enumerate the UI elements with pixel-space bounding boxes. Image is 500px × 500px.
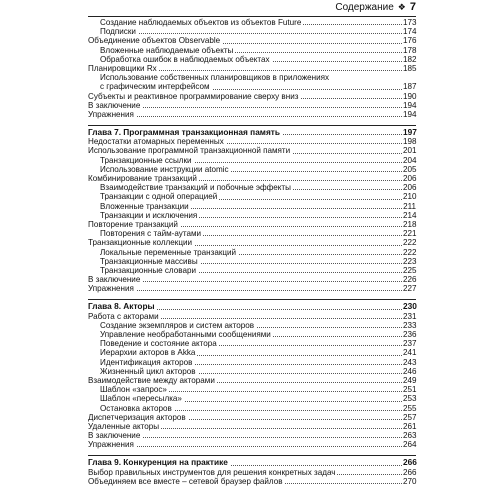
toc-entry-title: Жизненный цикл акторов — [88, 367, 198, 376]
toc-entry-title: Поведение и состояние актора — [88, 339, 219, 348]
toc-entry-title: Вложенные транзакции — [88, 202, 191, 211]
toc-entry-title: В заключение — [88, 100, 141, 110]
toc-entry-row[interactable] — [88, 266, 416, 275]
toc-entry-title: Работа с акторами — [88, 311, 159, 321]
page-header — [88, 0, 416, 17]
toc-entry-title: с графическим интерфейсом — [88, 82, 212, 91]
toc-page-number: 206 — [403, 174, 417, 183]
toc-page-number: 227 — [403, 284, 417, 294]
toc-page-number: 205 — [403, 164, 417, 174]
toc-entry-title: Глава 9. Конкуренция на практике — [88, 457, 228, 468]
toc-entry-row[interactable] — [88, 330, 416, 339]
toc-page-number: 221 — [403, 229, 417, 239]
toc-entry-title: Вложенные наблюдаемые объекты — [88, 46, 235, 55]
toc-entry-row[interactable] — [88, 422, 416, 431]
toc-entry-title: Транзакции и исключения — [88, 211, 199, 220]
toc-page-number: 222 — [403, 247, 417, 257]
toc-entry-title: Взаимодействие между акторами — [88, 375, 215, 385]
toc-entry-title: Глава 8. Акторы — [88, 301, 155, 312]
toc-entry-row[interactable] — [88, 257, 416, 266]
toc-entry-title: Транзакционные массивы — [88, 257, 200, 266]
toc-entry-title: Повторения с тайм-аутами — [88, 229, 203, 238]
toc-entry-title: Создание экземпляров и систем акторов — [88, 321, 256, 330]
toc-entry-title: Субъекты и реактивное программирование сверху вниз — [88, 91, 299, 101]
toc-entry-row[interactable] — [88, 284, 416, 293]
toc-entry-row[interactable] — [88, 431, 416, 440]
toc-entry-title: Объединение объектов Observable — [88, 36, 221, 46]
toc-page-number: 233 — [403, 320, 417, 330]
toc-page-number: 222 — [403, 238, 417, 248]
toc-entry-title: В заключение — [88, 431, 141, 441]
toc-chapter-row[interactable] — [88, 128, 416, 137]
toc-page-number: 236 — [403, 330, 417, 339]
toc-entry-row[interactable] — [88, 202, 416, 211]
toc-entry-row[interactable] — [88, 64, 416, 73]
toc-entry-title: Управление необработанными сообщениями — [88, 330, 273, 339]
toc-page-number: 223 — [403, 256, 417, 266]
toc-entry-title: Диспетчеризация акторов — [88, 412, 186, 422]
toc-entry-title: Создание наблюдаемых объектов из объектов Future — [88, 18, 303, 27]
toc-entry-row[interactable] — [88, 46, 416, 55]
toc-page-number: 201 — [403, 146, 417, 156]
toc-entry-row[interactable] — [88, 440, 416, 449]
toc-entry-title: Использование программной транзакционной памяти — [88, 146, 291, 156]
toc-entry-row[interactable] — [88, 394, 416, 403]
toc-entry-title: Транзакционные словари — [88, 266, 198, 275]
toc-entry-title: Использование инструкции atomic — [88, 165, 231, 174]
toc-entry-row[interactable] — [88, 174, 416, 183]
toc-entry-row[interactable] — [88, 73, 416, 82]
toc-entry-row[interactable] — [88, 110, 416, 119]
toc-entry-row[interactable] — [88, 101, 416, 110]
toc-entry-row[interactable] — [88, 312, 416, 321]
toc-entry-title: Упражнения — [88, 109, 134, 119]
toc-page-number: 218 — [403, 219, 417, 229]
toc-chapter-row[interactable] — [88, 302, 416, 311]
toc-entry-row[interactable] — [88, 477, 416, 486]
toc-page-number: 206 — [403, 183, 417, 193]
toc-entry-row[interactable] — [88, 413, 416, 422]
diamond-icon: ❖ — [397, 2, 406, 12]
chapter-separator — [88, 449, 416, 456]
toc-chapter-row[interactable] — [88, 458, 416, 467]
toc-entry-title: Планировщики Rx — [88, 63, 157, 73]
toc-entry-row[interactable] — [88, 220, 416, 229]
toc-entry-row[interactable] — [88, 92, 416, 101]
toc-page-number: 270 — [403, 476, 417, 486]
header-right — [335, 1, 416, 14]
toc-page-number: 198 — [403, 137, 417, 147]
toc-page-number: 230 — [403, 301, 417, 312]
toc-entry-title: Обработка ошибок в наблюдаемых объектах — [88, 55, 272, 64]
toc-page-number: 194 — [403, 100, 417, 110]
toc-entry-row[interactable] — [88, 27, 416, 36]
toc-page-number: 178 — [403, 45, 417, 55]
toc-entry-title: Выбор правильных инструментов для решения конкретных задач — [88, 467, 336, 477]
toc-entry-row[interactable] — [88, 376, 416, 385]
toc-page-number: 174 — [403, 27, 417, 37]
toc-page-number: 257 — [403, 412, 417, 422]
toc-entry-title: Шаблон «пересылка» — [88, 394, 184, 403]
toc-entry-row[interactable] — [88, 229, 416, 238]
toc-page-number: 237 — [403, 339, 417, 349]
table-of-contents — [88, 18, 416, 486]
toc-entry-title: Комбинирование транзакций — [88, 174, 197, 183]
toc-entry-title: Объединяем все вместе – сетевой браузер файлов — [88, 476, 283, 486]
toc-entry-row[interactable] — [88, 275, 416, 284]
toc-entry-row[interactable] — [88, 146, 416, 155]
toc-page-number: 249 — [403, 375, 417, 385]
toc-entry-row[interactable] — [88, 367, 416, 376]
toc-entry-row[interactable] — [88, 183, 416, 192]
toc-page-number: 210 — [403, 192, 417, 202]
header-title: Содержание — [335, 2, 394, 13]
toc-page-number: 187 — [403, 82, 417, 92]
toc-page-number: 255 — [403, 403, 417, 413]
toc-entry-title: Использование собственных планировщиков в приложениях — [88, 73, 331, 82]
toc-entry-title: Повторение транзакций — [88, 219, 178, 229]
toc-page-number: 194 — [403, 109, 417, 119]
toc-page-number: 225 — [403, 265, 417, 275]
toc-page-number: 214 — [403, 210, 417, 220]
toc-entry-title: Упражнения — [88, 284, 134, 294]
chapter-separator — [88, 293, 416, 300]
toc-entry-title: В заключение — [88, 275, 141, 285]
toc-page-number: 246 — [403, 366, 417, 376]
toc-entry-row[interactable] — [88, 156, 416, 165]
toc-entry-row[interactable] — [88, 238, 416, 247]
toc-entry-title: Упражнения — [88, 440, 134, 450]
toc-page-number: 253 — [403, 394, 417, 404]
toc-page-number: 263 — [403, 431, 417, 441]
toc-entry-row[interactable] — [88, 348, 416, 357]
toc-page-number: 264 — [403, 440, 417, 450]
toc-page-number: 185 — [403, 63, 417, 73]
toc-entry-title: Удаленные акторы — [88, 421, 160, 431]
toc-entry-title: Шаблон «запрос» — [88, 385, 169, 394]
toc-entry-row[interactable] — [88, 192, 416, 201]
toc-entry-title: Глава 7. Программная транзакционная память — [88, 127, 280, 138]
toc-entry-row[interactable] — [88, 248, 416, 257]
toc-entry-row[interactable] — [88, 404, 416, 413]
toc-entry-title: Недостатки атомарных переменных — [88, 137, 224, 147]
toc-page-number: 251 — [403, 385, 417, 395]
toc-page-number: 190 — [403, 91, 417, 101]
toc-entry-title: Подписки — [88, 27, 138, 36]
toc-entry-row[interactable] — [88, 18, 416, 27]
toc-entry-row[interactable] — [88, 321, 416, 330]
toc-entry-title: Транзакционные коллекции — [88, 238, 193, 248]
toc-entry-row[interactable] — [88, 211, 416, 220]
toc-entry-row[interactable] — [88, 358, 416, 367]
toc-entry-title: Транзакционные ссылки — [88, 156, 194, 165]
toc-entry-row[interactable] — [88, 36, 416, 45]
toc-page-number: 231 — [403, 311, 417, 321]
toc-entry-title: Иерархии акторов в Akka — [88, 348, 197, 357]
toc-page-number: 266 — [403, 457, 417, 468]
toc-page-number: 243 — [403, 357, 417, 367]
toc-entry-title: Локальные переменные транзакций — [88, 248, 238, 257]
toc-entry-row[interactable] — [88, 165, 416, 174]
toc-page-number: 266 — [403, 467, 417, 477]
toc-page-number: 182 — [403, 54, 417, 64]
toc-page-number: 226 — [403, 275, 417, 285]
toc-entry-row[interactable] — [88, 339, 416, 348]
toc-entry-title: Транзакции с одной операцией — [88, 192, 219, 201]
toc-page-number: 176 — [403, 36, 417, 46]
toc-entry-title: Взаимодействие транзакций и побочные эффекты — [88, 183, 293, 192]
toc-page-number: 261 — [403, 421, 417, 431]
toc-entry-row[interactable] — [88, 82, 416, 91]
toc-page-number: 173 — [403, 18, 417, 27]
toc-entry-title: Идентификация акторов — [88, 358, 194, 367]
toc-page-number: 241 — [403, 348, 417, 358]
header-page-number: 7 — [409, 1, 416, 13]
toc-page-number: 211 — [403, 201, 416, 211]
toc-page-number: 197 — [403, 127, 417, 138]
toc-entry-row[interactable] — [88, 468, 416, 477]
toc-page-number: 204 — [403, 155, 417, 165]
chapter-separator — [88, 119, 416, 126]
toc-entry-row[interactable] — [88, 55, 416, 64]
toc-entry-row[interactable] — [88, 385, 416, 394]
toc-entry-title: Остановка акторов — [88, 404, 174, 413]
